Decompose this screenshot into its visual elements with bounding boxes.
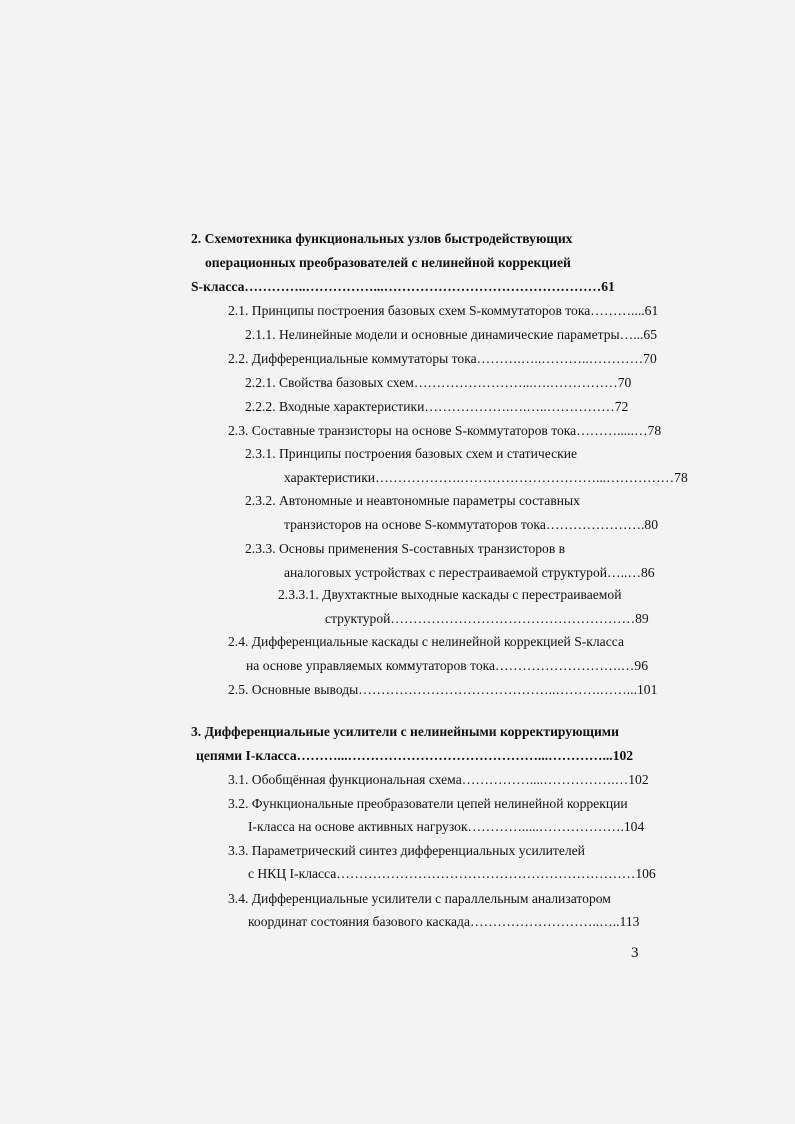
page-number: 3 — [631, 945, 639, 961]
toc-entry: 2.3.2. Автономные и неавтономные параметры составных — [245, 493, 580, 508]
toc-entry: аналоговых устройствах с перестраиваемой структурой…..…86 — [284, 565, 655, 580]
toc-entry: 2.2.2. Входные характеристики……………….….…..……………72 — [245, 399, 629, 414]
toc-entry: структурой………………………………………………89 — [325, 611, 649, 626]
toc-entry: 2.4. Дифференциальные каскады с нелинейной коррекцией S-класса — [228, 634, 624, 649]
toc-entry: 2.3.3.1. Двухтактные выходные каскады с перестраиваемой — [278, 587, 622, 602]
toc-entry: на основе управляемых коммутаторов тока……………………….…96 — [246, 658, 648, 673]
section-3-heading-line-2: цепями I-класса………...……………………………………...…………...102 — [196, 748, 634, 763]
toc-entry: 3.2. Функциональные преобразователи цепей нелинейной коррекции — [228, 796, 628, 811]
toc-entry: 2.3. Составные транзисторы на основе S-коммутаторов тока……….....…78 — [228, 423, 662, 438]
section-3-heading-line-1: 3. Дифференциальные усилители с нелинейными корректирующими — [191, 724, 619, 739]
toc-entry: 3.1. Обобщённая функциональная схема……………....…………….…102 — [228, 772, 649, 787]
toc-entry: 2.2.1. Свойства базовых схем……………………...….……………70 — [245, 375, 632, 390]
section-2-heading-line-3: S-класса…………..……………...…………………………………………61 — [191, 279, 615, 294]
section-2-heading-line-1: 2. Схемотехника функциональных узлов быстродействующих — [191, 231, 573, 246]
toc-entry: 3.3. Параметрический синтез дифференциальных усилителей — [228, 843, 585, 858]
toc-entry: I-класса на основе активных нагрузок………….....……………….104 — [248, 819, 645, 834]
toc-entry: 2.2. Дифференциальные коммутаторы тока……….…..………..…………70 — [228, 351, 657, 366]
toc-entry: с НКЦ I-класса…………………………………………………………106 — [248, 866, 656, 881]
toc-entry: 2.1. Принципы построения базовых схем S-коммутаторов тока………....61 — [228, 303, 659, 318]
toc-entry: 2.1.1. Нелинейные модели и основные динамические параметры…...65 — [245, 327, 658, 342]
toc-entry: 3.4. Дифференциальные усилители с параллельным анализатором — [228, 891, 611, 906]
section-2-heading-line-2: операционных преобразователей с нелинейной коррекцией — [205, 255, 571, 270]
toc-entry: транзисторов на основе S-коммутаторов тока………………….80 — [284, 517, 659, 532]
toc-entry: характеристики……………….…………………………...……………78 — [284, 470, 688, 485]
toc-entry: 2.5. Основные выводы……………………………………..……….……...101 — [228, 682, 658, 697]
toc-entry: 2.3.3. Основы применения S-составных транзисторов в — [245, 541, 566, 556]
toc-entry: 2.3.1. Принципы построения базовых схем и статические — [245, 446, 578, 461]
toc-entry: координат состояния базового каскада………………………..…..113 — [248, 914, 640, 929]
